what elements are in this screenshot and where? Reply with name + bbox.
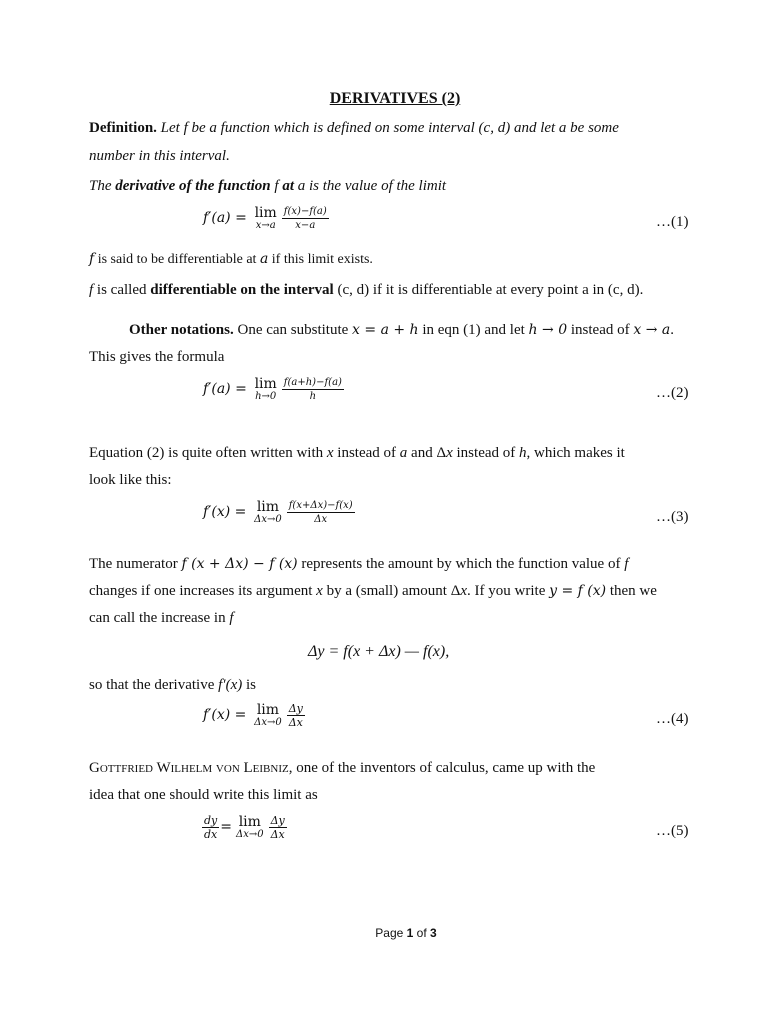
eq5-leibniz-fraction: $\frac{dy}{dx}$ bbox=[204, 814, 218, 841]
eq4-lhs: f′(x) = bbox=[203, 706, 247, 723]
definition-label: Definition. bbox=[89, 120, 157, 136]
interval-line: f is called differentiable on the interval (c, d) if it is differentiable at every point a in (c, d). bbox=[89, 282, 644, 298]
eq3-limit-sub: Δx→0 bbox=[254, 514, 282, 525]
footer-total-pages: 3 bbox=[430, 926, 437, 940]
leibniz-line-2: idea that one should write this limit as bbox=[89, 787, 318, 803]
equation2-text-line-1: Equation (2) is quite often written with x instead of a and Δx instead of h, which makes it bbox=[89, 445, 625, 461]
other-notations-line-2: This gives the formula bbox=[89, 349, 225, 365]
eq3-lhs: f′(x) = bbox=[203, 503, 247, 520]
equation-2 bbox=[203, 377, 345, 402]
eq5-limit: lim Δx→0 bbox=[236, 814, 264, 840]
eq5-number: …(5) bbox=[656, 823, 689, 839]
derivative-def-f: f bbox=[270, 178, 283, 194]
leibniz-name: Gottfried Wilhelm von Leibniz bbox=[89, 760, 289, 776]
differentiable-line: f is said to be differentiable at a if this limit exists. bbox=[89, 251, 373, 267]
page-title: DERIVATIVES (2) bbox=[329, 90, 461, 107]
other-notations-label: Other notations. bbox=[129, 322, 234, 338]
interval-line-bold: differentiable on the interval bbox=[150, 282, 334, 298]
delta-y-equation: Δy = f(x + Δx) — f(x), bbox=[308, 643, 450, 660]
eq2-limit-sub: h→0 bbox=[255, 391, 277, 402]
derivative-definition bbox=[89, 178, 446, 195]
derivative-def-at: at bbox=[282, 178, 294, 194]
eq3-fraction bbox=[287, 500, 355, 525]
leibniz-line-1: Gottfried Wilhelm von Leibniz, one of the inventors of calculus, came up with the bbox=[89, 760, 596, 776]
eq4-denominator: Δx bbox=[288, 716, 303, 729]
equation-1 bbox=[203, 206, 330, 231]
definition-text: Let f be a function which is defined on some interval (c, d) and let a be some bbox=[156, 120, 619, 136]
eq3-numerator: f(x+Δx)−f(x) bbox=[288, 500, 353, 511]
eq4-fraction bbox=[287, 703, 305, 728]
numerator-text-line-2: changes if one increases its argument x by a (small) amount Δx. If you write y = f (x) then we bbox=[89, 583, 657, 599]
eq2-number: …(2) bbox=[656, 385, 689, 401]
eq1-lhs: f′(a) = bbox=[203, 209, 247, 226]
eq4-limit-sub: Δx→0 bbox=[254, 717, 282, 728]
eq2-lhs: f′(a) = bbox=[203, 380, 247, 397]
eq2-fraction bbox=[282, 377, 344, 402]
definition-line-2: number in this interval. bbox=[89, 148, 230, 164]
numerator-text-line-3: can call the increase in f bbox=[89, 610, 234, 626]
so-that-line: so that the derivative f′(x) is bbox=[89, 677, 257, 693]
eq4-number: …(4) bbox=[656, 711, 689, 727]
eq1-fraction bbox=[282, 206, 329, 231]
eq3-limit: lim Δx→0 bbox=[254, 499, 282, 525]
eq3-number: …(3) bbox=[656, 509, 689, 525]
derivative-def-bold: derivative of the function bbox=[115, 178, 271, 194]
eq4-limit: lim Δx→0 bbox=[254, 702, 282, 728]
eq2-denominator: h bbox=[309, 391, 317, 402]
eq1-numerator: f(x)−f(a) bbox=[283, 206, 327, 217]
definition-line-1 bbox=[89, 120, 619, 137]
equation-5 bbox=[201, 815, 288, 840]
numerator-text-line-1: The numerator f (x + Δx) − f (x) represents the amount by which the function value of f bbox=[89, 556, 629, 572]
eq3-denominator: Δx bbox=[314, 514, 328, 525]
eq2-numerator: f(a+h)−f(a) bbox=[283, 377, 342, 388]
equation-4 bbox=[203, 703, 306, 728]
derivative-def-post: a is the value of the limit bbox=[294, 178, 447, 194]
eq1-limit-sub: x→a bbox=[255, 220, 276, 231]
eq1-limit: lim x→a bbox=[254, 205, 277, 231]
eq2-limit: lim h→0 bbox=[254, 376, 277, 402]
equation-3 bbox=[203, 500, 356, 525]
derivative-def-pre: The bbox=[89, 178, 116, 194]
eq4-numerator: Δy bbox=[288, 702, 303, 715]
footer-current-page: 1 bbox=[406, 926, 414, 940]
equation2-text-line-2: look like this: bbox=[89, 472, 172, 488]
eq1-denominator: x−a bbox=[295, 220, 316, 231]
page-footer: Page 1 of 3 bbox=[375, 926, 437, 940]
eq5-limit-sub: Δx→0 bbox=[236, 829, 264, 840]
eq1-number: …(1) bbox=[656, 214, 689, 230]
eq5-equals: = bbox=[220, 818, 232, 835]
eq5-fraction: $\frac{\Delta y}{\Delta x}$ bbox=[270, 814, 285, 841]
other-notations-line-1: Other notations. One can substitute x = a + h in eqn (1) and let h → 0 instead of x → a. bbox=[129, 322, 674, 338]
